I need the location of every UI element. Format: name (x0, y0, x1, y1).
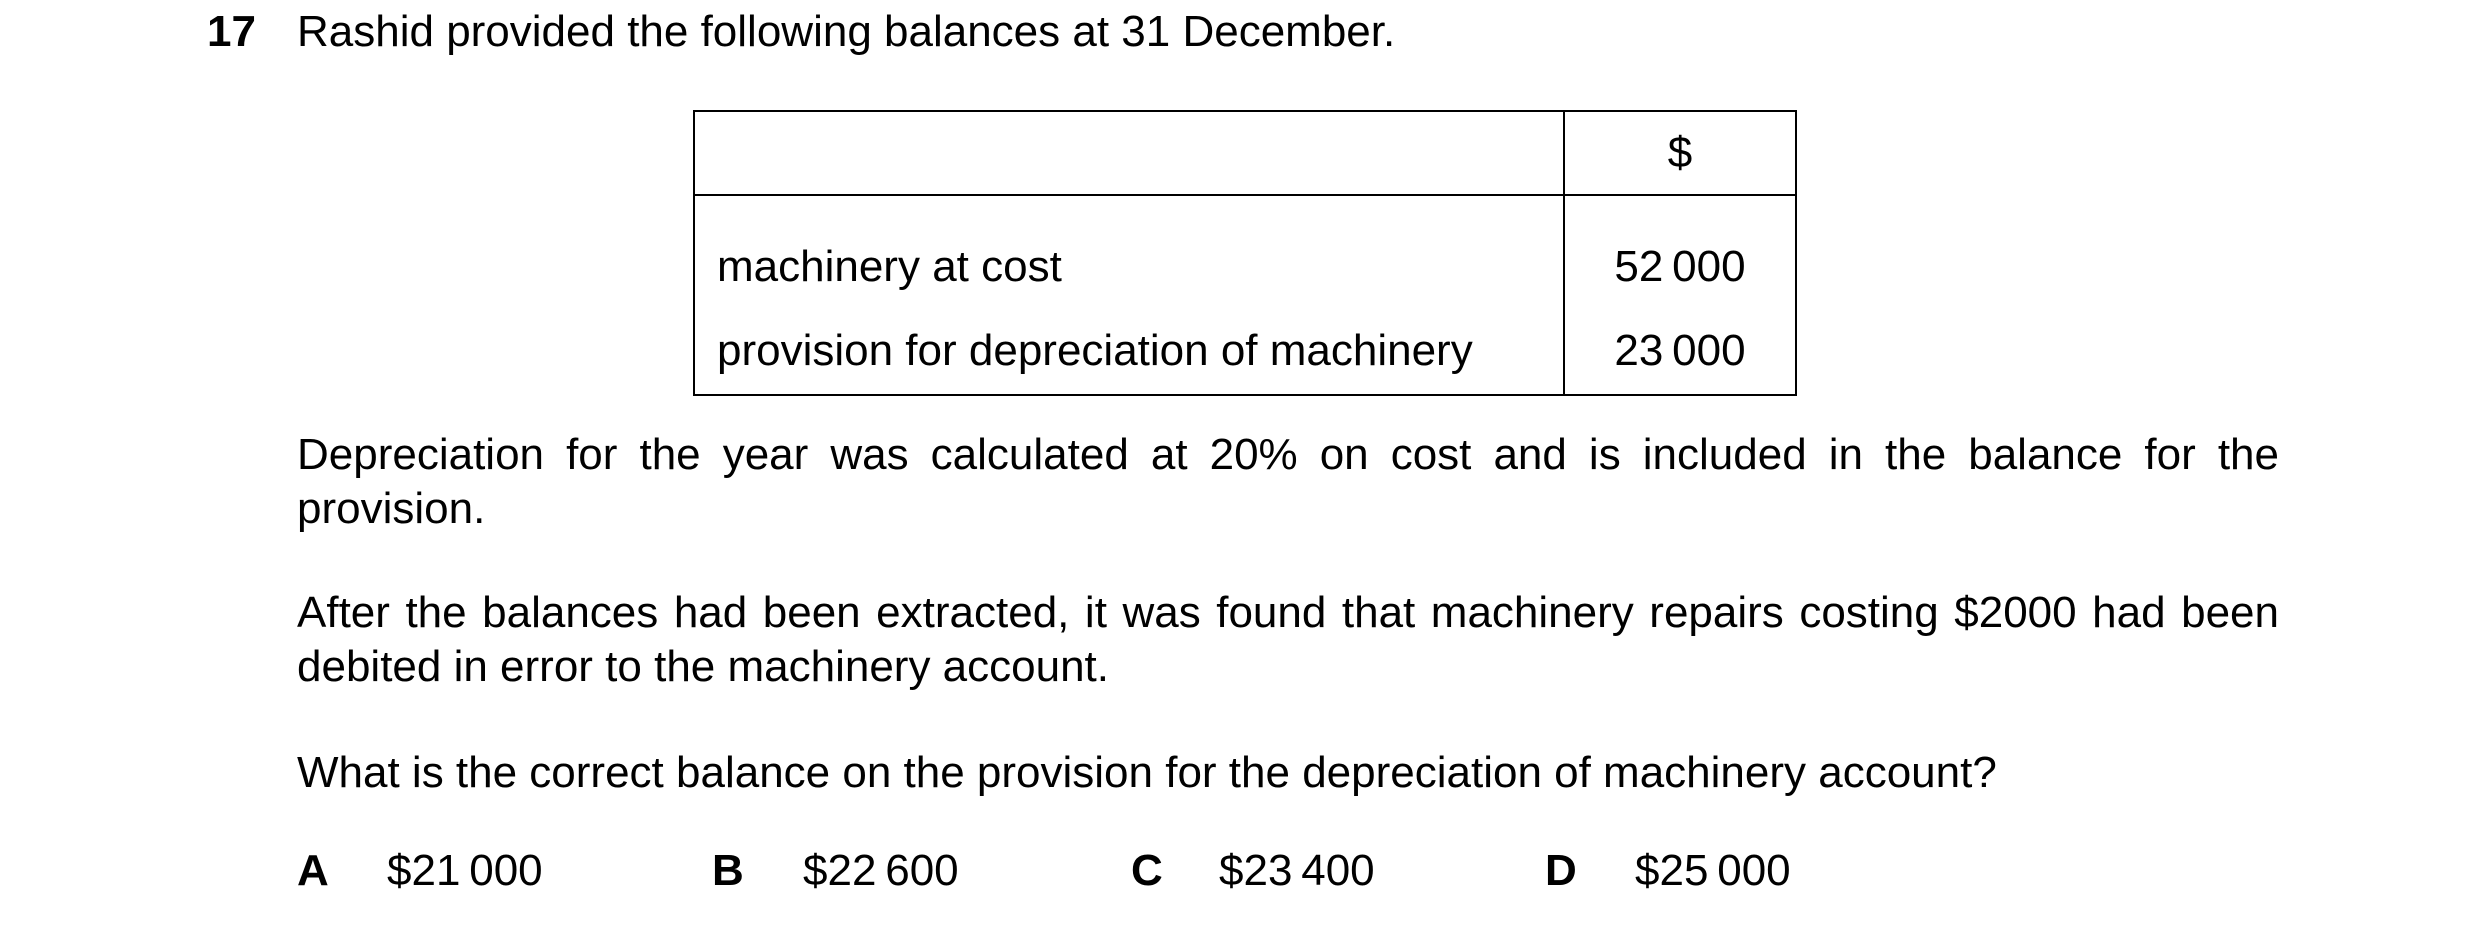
option-letter: A (297, 846, 329, 895)
balances-table (693, 110, 1797, 396)
option-letter: D (1545, 846, 1577, 895)
table-header-row (694, 111, 1796, 195)
option-value: $25 000 (1635, 846, 1791, 895)
option-letter: C (1131, 846, 1163, 895)
row-description: provision for depreciation of machinery (694, 307, 1564, 395)
table-row (694, 195, 1796, 307)
option-letter: B (712, 846, 744, 895)
row-amount: 52 000 (1564, 195, 1796, 307)
option-value: $23 400 (1219, 846, 1375, 895)
option-value: $21 000 (387, 846, 543, 895)
paragraph-depreciation: Depreciation for the year was calculated at 20% on cost and is included in the balance for the provision. (297, 430, 2279, 533)
paragraph-error: After the balances had been extracted, it was found that machinery repairs costing $2000 had been debited in error to the machinery account. (297, 588, 2279, 691)
table-row (694, 307, 1796, 395)
question-intro: Rashid provided the following balances at 31 December. (297, 7, 1396, 56)
question-number: 17 (207, 7, 256, 56)
option-value: $22 600 (803, 846, 959, 895)
header-currency-cell: $ (1564, 111, 1796, 195)
header-description-cell (694, 111, 1564, 195)
question-prompt: What is the correct balance on the provision for the depreciation of machinery account? (297, 748, 1997, 797)
row-description: machinery at cost (694, 195, 1564, 307)
row-amount: 23 000 (1564, 307, 1796, 395)
